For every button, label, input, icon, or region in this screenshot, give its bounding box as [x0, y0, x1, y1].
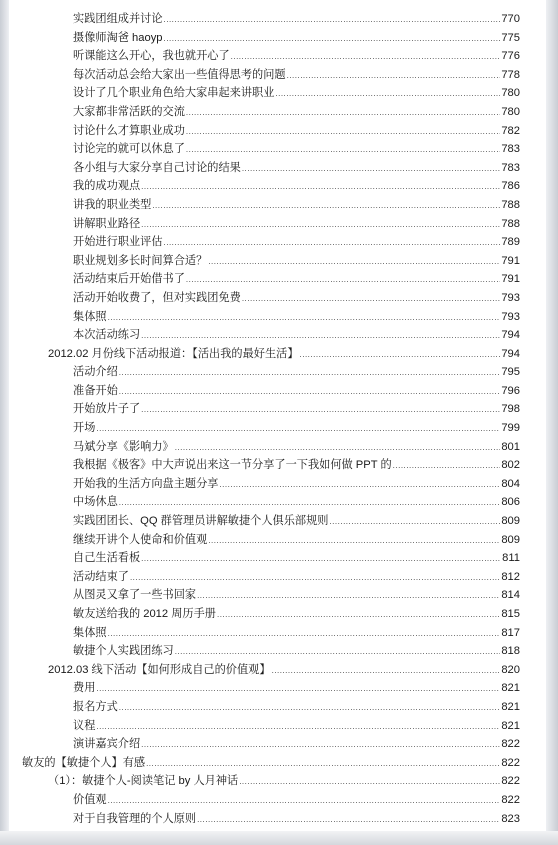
- toc-entry-line: [73, 568, 520, 588]
- toc-page-number: 817: [501, 626, 520, 639]
- toc-page-number: 799: [501, 422, 520, 435]
- toc-entry[interactable]: [0, 568, 558, 587]
- toc-dot-leader: [108, 625, 501, 644]
- toc-entry[interactable]: [0, 66, 558, 85]
- toc-page-number: 798: [501, 403, 520, 416]
- toc-page-number: 822: [501, 756, 520, 769]
- toc-entry[interactable]: [0, 531, 558, 550]
- toc-entry-title: 各小组与大家分享自己讨论的结果: [73, 161, 241, 174]
- toc-entry[interactable]: [0, 493, 558, 512]
- toc-entry-line: [73, 549, 520, 569]
- toc-entry-title: 我根据《极客》中大声说出来这一节分享了一下我如何做 PPT 的: [73, 459, 392, 472]
- toc-dot-leader: [141, 178, 500, 197]
- toc-entry-line: [73, 438, 520, 458]
- toc-page-number: 821: [501, 682, 520, 695]
- toc-entry[interactable]: [0, 382, 558, 401]
- toc-dot-leader: [208, 253, 500, 272]
- toc-page-number: 780: [501, 105, 520, 118]
- toc-dot-leader: [275, 85, 500, 104]
- toc-dot-leader: [119, 364, 501, 383]
- toc-page-number: 818: [501, 645, 520, 658]
- toc-dot-leader: [164, 234, 501, 253]
- toc-dot-leader: [287, 67, 501, 86]
- toc-entry[interactable]: [0, 47, 558, 66]
- toc-entry-line: [73, 531, 520, 551]
- toc-entry-title: 中场休息: [73, 496, 118, 509]
- toc-page-number: 795: [501, 366, 520, 379]
- toc-page-number: 811: [502, 552, 520, 565]
- toc-page-number: 821: [501, 719, 520, 732]
- toc-entry-title: 活动开始收费了，但对实践团免费: [73, 291, 241, 304]
- toc-page-number: 822: [501, 793, 520, 806]
- toc-entry[interactable]: [0, 177, 558, 196]
- toc-entry-title: 准备开始: [73, 384, 118, 397]
- toc-entry-line: [73, 140, 520, 160]
- toc-entry[interactable]: [0, 661, 558, 680]
- toc-entry-line: [73, 586, 520, 606]
- toc-entry[interactable]: [0, 345, 558, 364]
- toc-page-number: 821: [501, 700, 520, 713]
- toc-entry[interactable]: [0, 438, 558, 457]
- toc-entry-title: 讲解职业路径: [73, 217, 141, 230]
- toc-entry[interactable]: [0, 84, 558, 103]
- toc-entry-line: [73, 159, 520, 179]
- toc-dot-leader: [219, 476, 500, 495]
- toc-dot-leader: [197, 811, 500, 830]
- toc-entry-title: 每次活动总会给大家出一些值得思考的问题: [73, 68, 286, 81]
- toc-entry-line: [73, 363, 520, 383]
- toc-entry-title: 从图灵又拿了一些书回家: [73, 589, 197, 602]
- toc-entry[interactable]: [0, 419, 558, 438]
- toc-dot-leader: [119, 699, 501, 718]
- toc-entry-title: 议程: [73, 719, 96, 732]
- toc-entry-title: （1）：敏捷个人-阅读笔记 by 人月神话: [48, 775, 239, 788]
- toc-entry-title: 价值观: [73, 793, 107, 806]
- toc-entry-title: 敏友的【敏捷个人】有感: [22, 756, 146, 769]
- toc-entry[interactable]: [0, 29, 558, 48]
- toc-page-number: 789: [501, 236, 520, 249]
- toc-entry-title: 敏友送给我的 2012 周历手册: [73, 608, 216, 620]
- toc-dot-leader: [152, 197, 500, 216]
- toc-entry-title: 职业规划多长时间算合适？: [73, 254, 208, 267]
- toc-entry-line: [73, 605, 520, 625]
- toc-dot-leader: [208, 532, 500, 551]
- toc-page-number: 796: [501, 384, 520, 397]
- toc-dot-leader: [175, 439, 501, 458]
- toc-entry-line: [73, 47, 520, 67]
- toc-entry-line: [73, 400, 520, 420]
- toc-entry[interactable]: [0, 289, 558, 308]
- toc-page-number: 806: [501, 496, 520, 509]
- toc-entry[interactable]: [0, 252, 558, 271]
- toc-entry[interactable]: [0, 717, 558, 736]
- toc-entry-title: 讨论完的就可以休息了: [73, 143, 185, 156]
- toc-entry[interactable]: [0, 456, 558, 475]
- toc-entry[interactable]: [0, 10, 558, 29]
- toc-entry[interactable]: [0, 400, 558, 419]
- toc-page-number: 783: [501, 161, 520, 174]
- toc-entry-line: [73, 270, 520, 290]
- toc-page-number: 788: [501, 217, 520, 230]
- toc-dot-leader: [141, 401, 500, 420]
- toc-page-number: 802: [501, 459, 520, 472]
- toc-page-number: 776: [501, 50, 520, 63]
- toc-entry[interactable]: [0, 196, 558, 215]
- toc-entry-title: 大家都非常活跃的交流: [73, 105, 185, 118]
- toc-entry[interactable]: [0, 810, 558, 829]
- toc-dot-leader: [197, 587, 500, 606]
- toc-dot-leader: [119, 383, 501, 402]
- toc-entry-line: [73, 196, 520, 216]
- toc-page-number: 809: [501, 515, 520, 528]
- toc-page-number: 782: [501, 124, 520, 137]
- toc-dot-leader: [175, 643, 501, 662]
- toc-page-number: 812: [501, 570, 520, 583]
- toc-entry-line: [73, 252, 520, 272]
- toc-entry-line: [73, 215, 520, 235]
- page-frame-bottom: [0, 831, 558, 845]
- toc-entry-title: 2012.03 线下活动【如何形成自己的价值观】: [48, 663, 271, 676]
- toc-page-number: 770: [501, 13, 520, 25]
- toc-dot-leader: [393, 457, 501, 476]
- toc-entry-line: [73, 103, 520, 123]
- toc-page-number: 791: [501, 273, 520, 286]
- toc-dot-leader: [141, 736, 500, 755]
- toc-dot-leader: [186, 123, 500, 142]
- toc-entry-title: 敏捷个人实践团练习: [73, 645, 174, 658]
- toc-entry-line: [73, 456, 520, 476]
- toc-dot-leader: [231, 48, 501, 67]
- toc-entry-title: 讲我的职业类型: [73, 198, 152, 211]
- toc-page-number: 778: [501, 68, 520, 81]
- toc-entry-title: 听课能这么开心，我也就开心了: [73, 50, 230, 63]
- toc-entry-line: [73, 679, 520, 699]
- toc-entry-title: 实践团团长、QQ 群管理员讲解敏捷个人俱乐部规则: [73, 515, 329, 528]
- toc-entry[interactable]: [0, 772, 558, 791]
- table-of-contents: [0, 10, 558, 828]
- toc-entry-line: [73, 475, 520, 495]
- toc-page-number: 822: [501, 775, 520, 788]
- toc-page-number: 780: [501, 87, 520, 100]
- toc-entry[interactable]: [0, 475, 558, 494]
- toc-entry-line: [73, 326, 520, 346]
- toc-entry[interactable]: [0, 308, 558, 327]
- toc-entry-line: [73, 84, 520, 104]
- toc-dot-leader: [186, 141, 500, 160]
- toc-entry[interactable]: [0, 642, 558, 661]
- toc-entry-title: 自己生活看板: [73, 552, 141, 565]
- toc-entry[interactable]: [0, 326, 558, 345]
- toc-entry[interactable]: [0, 159, 558, 178]
- toc-entry-title: 对于自我管理的个人原则: [73, 812, 197, 825]
- toc-entry-title: 集体照: [73, 626, 107, 639]
- toc-dot-leader: [141, 327, 500, 346]
- toc-entry-line: [73, 512, 520, 532]
- toc-entry[interactable]: [0, 122, 558, 141]
- toc-entry[interactable]: [0, 140, 558, 159]
- toc-dot-leader: [96, 718, 500, 737]
- toc-entry-line: [73, 10, 520, 30]
- toc-page-number: 820: [501, 663, 520, 676]
- toc-dot-leader: [108, 792, 501, 811]
- toc-page-number: 788: [501, 198, 520, 211]
- toc-page-number: 794: [501, 329, 520, 342]
- toc-entry-title: 2012.02 月份线下活动报道：【活出我的最好生活】: [48, 347, 299, 360]
- toc-entry-line: [73, 810, 520, 830]
- toc-entry-line: [73, 122, 520, 142]
- toc-page-number: 793: [501, 291, 520, 304]
- toc-entry-line: [73, 717, 520, 737]
- toc-dot-leader: [186, 271, 500, 290]
- toc-entry-title: 报名方式: [73, 700, 118, 713]
- toc-entry[interactable]: [0, 698, 558, 717]
- toc-page-number: 822: [501, 738, 520, 751]
- toc-page-number: 786: [501, 180, 520, 193]
- toc-page-number: 809: [501, 533, 520, 546]
- toc-dot-leader: [96, 420, 500, 439]
- toc-entry-line: [73, 177, 520, 197]
- toc-dot-leader: [300, 346, 501, 365]
- toc-entry[interactable]: [0, 103, 558, 122]
- toc-entry[interactable]: [0, 586, 558, 605]
- toc-entry-title: 演讲嘉宾介绍: [73, 738, 141, 751]
- toc-entry-title: 集体照: [73, 310, 107, 323]
- toc-entry-title: 活动结束后开始借书了: [73, 273, 185, 286]
- toc-entry[interactable]: [0, 512, 558, 531]
- toc-page-number: 793: [501, 310, 520, 323]
- toc-entry-title: 开始放片子了: [73, 403, 141, 416]
- toc-entry[interactable]: [0, 270, 558, 289]
- toc-entry-line: [73, 382, 520, 402]
- toc-entry-line: [73, 308, 520, 328]
- toc-entry-line: [48, 345, 520, 365]
- toc-page-number: 804: [501, 477, 520, 490]
- toc-dot-leader: [272, 662, 501, 681]
- toc-entry[interactable]: [0, 549, 558, 568]
- toc-entry[interactable]: [0, 363, 558, 382]
- toc-entry-line: [73, 493, 520, 513]
- toc-entry[interactable]: [0, 215, 558, 234]
- toc-page-number: 814: [501, 589, 520, 602]
- toc-entry-title: 开始我的生活方向盘主题分享: [73, 477, 219, 490]
- toc-page-number: 815: [501, 608, 520, 620]
- toc-entry-title: 费用: [73, 682, 96, 695]
- toc-entry-line: [73, 642, 520, 662]
- toc-dot-leader: [164, 30, 501, 49]
- toc-dot-leader: [186, 104, 500, 123]
- toc-dot-leader: [146, 755, 500, 774]
- toc-entry-title: 继续开讲个人使命和价值观: [73, 533, 208, 546]
- toc-entry-title: 开始进行职业评估: [73, 236, 163, 249]
- toc-entry-line: [73, 735, 520, 755]
- toc-dot-leader: [242, 290, 501, 309]
- toc-dot-leader: [217, 606, 500, 625]
- toc-entry-title: 本次活动练习: [73, 329, 141, 342]
- toc-entry-line: [73, 29, 520, 49]
- toc-entry-line: [22, 754, 520, 774]
- toc-entry-title: 活动介绍: [73, 366, 118, 379]
- toc-dot-leader: [141, 216, 500, 235]
- toc-entry-title: 活动结束了: [73, 570, 129, 583]
- toc-entry-line: [73, 791, 520, 811]
- toc-entry[interactable]: [0, 233, 558, 252]
- toc-page-number: 801: [501, 440, 520, 453]
- toc-entry[interactable]: [0, 679, 558, 698]
- toc-entry-line: [48, 661, 520, 681]
- toc-entry-title: 开场: [73, 422, 96, 435]
- toc-entry-title: 马斌分享《影响力》: [73, 440, 174, 453]
- toc-entry-title: 实践团组成并讨论: [73, 13, 163, 25]
- toc-entry[interactable]: [0, 791, 558, 810]
- toc-entry-line: [73, 419, 520, 439]
- toc-entry-line: [73, 698, 520, 718]
- toc-entry-line: [48, 772, 520, 792]
- toc-entry-line: [73, 624, 520, 644]
- toc-entry-title: 我的成功观点: [73, 180, 141, 193]
- toc-dot-leader: [141, 550, 501, 569]
- toc-dot-leader: [239, 773, 500, 792]
- toc-page-number: 783: [501, 143, 520, 156]
- toc-dot-leader: [329, 513, 500, 532]
- toc-dot-leader: [130, 569, 500, 588]
- toc-entry-line: [73, 66, 520, 86]
- toc-entry[interactable]: [0, 754, 558, 773]
- toc-entry-title: 摄像师淘爸 haoyp: [73, 31, 163, 44]
- toc-entry-line: [73, 289, 520, 309]
- toc-dot-leader: [96, 680, 500, 699]
- toc-page-number: 791: [501, 254, 520, 267]
- toc-entry-title: 讨论什么才算职业成功: [73, 124, 185, 137]
- toc-entry-line: [73, 233, 520, 253]
- toc-entry[interactable]: [0, 624, 558, 643]
- toc-dot-leader: [242, 160, 501, 179]
- toc-page-number: 775: [501, 31, 520, 44]
- toc-page-number: 794: [501, 347, 520, 360]
- toc-dot-leader: [164, 11, 501, 30]
- toc-dot-leader: [119, 494, 501, 513]
- toc-entry-title: 设计了几个职业角色给大家串起来讲职业: [73, 87, 275, 100]
- toc-entry[interactable]: [0, 735, 558, 754]
- toc-page-number: 823: [501, 812, 520, 825]
- toc-entry[interactable]: [0, 605, 558, 624]
- toc-dot-leader: [108, 309, 501, 328]
